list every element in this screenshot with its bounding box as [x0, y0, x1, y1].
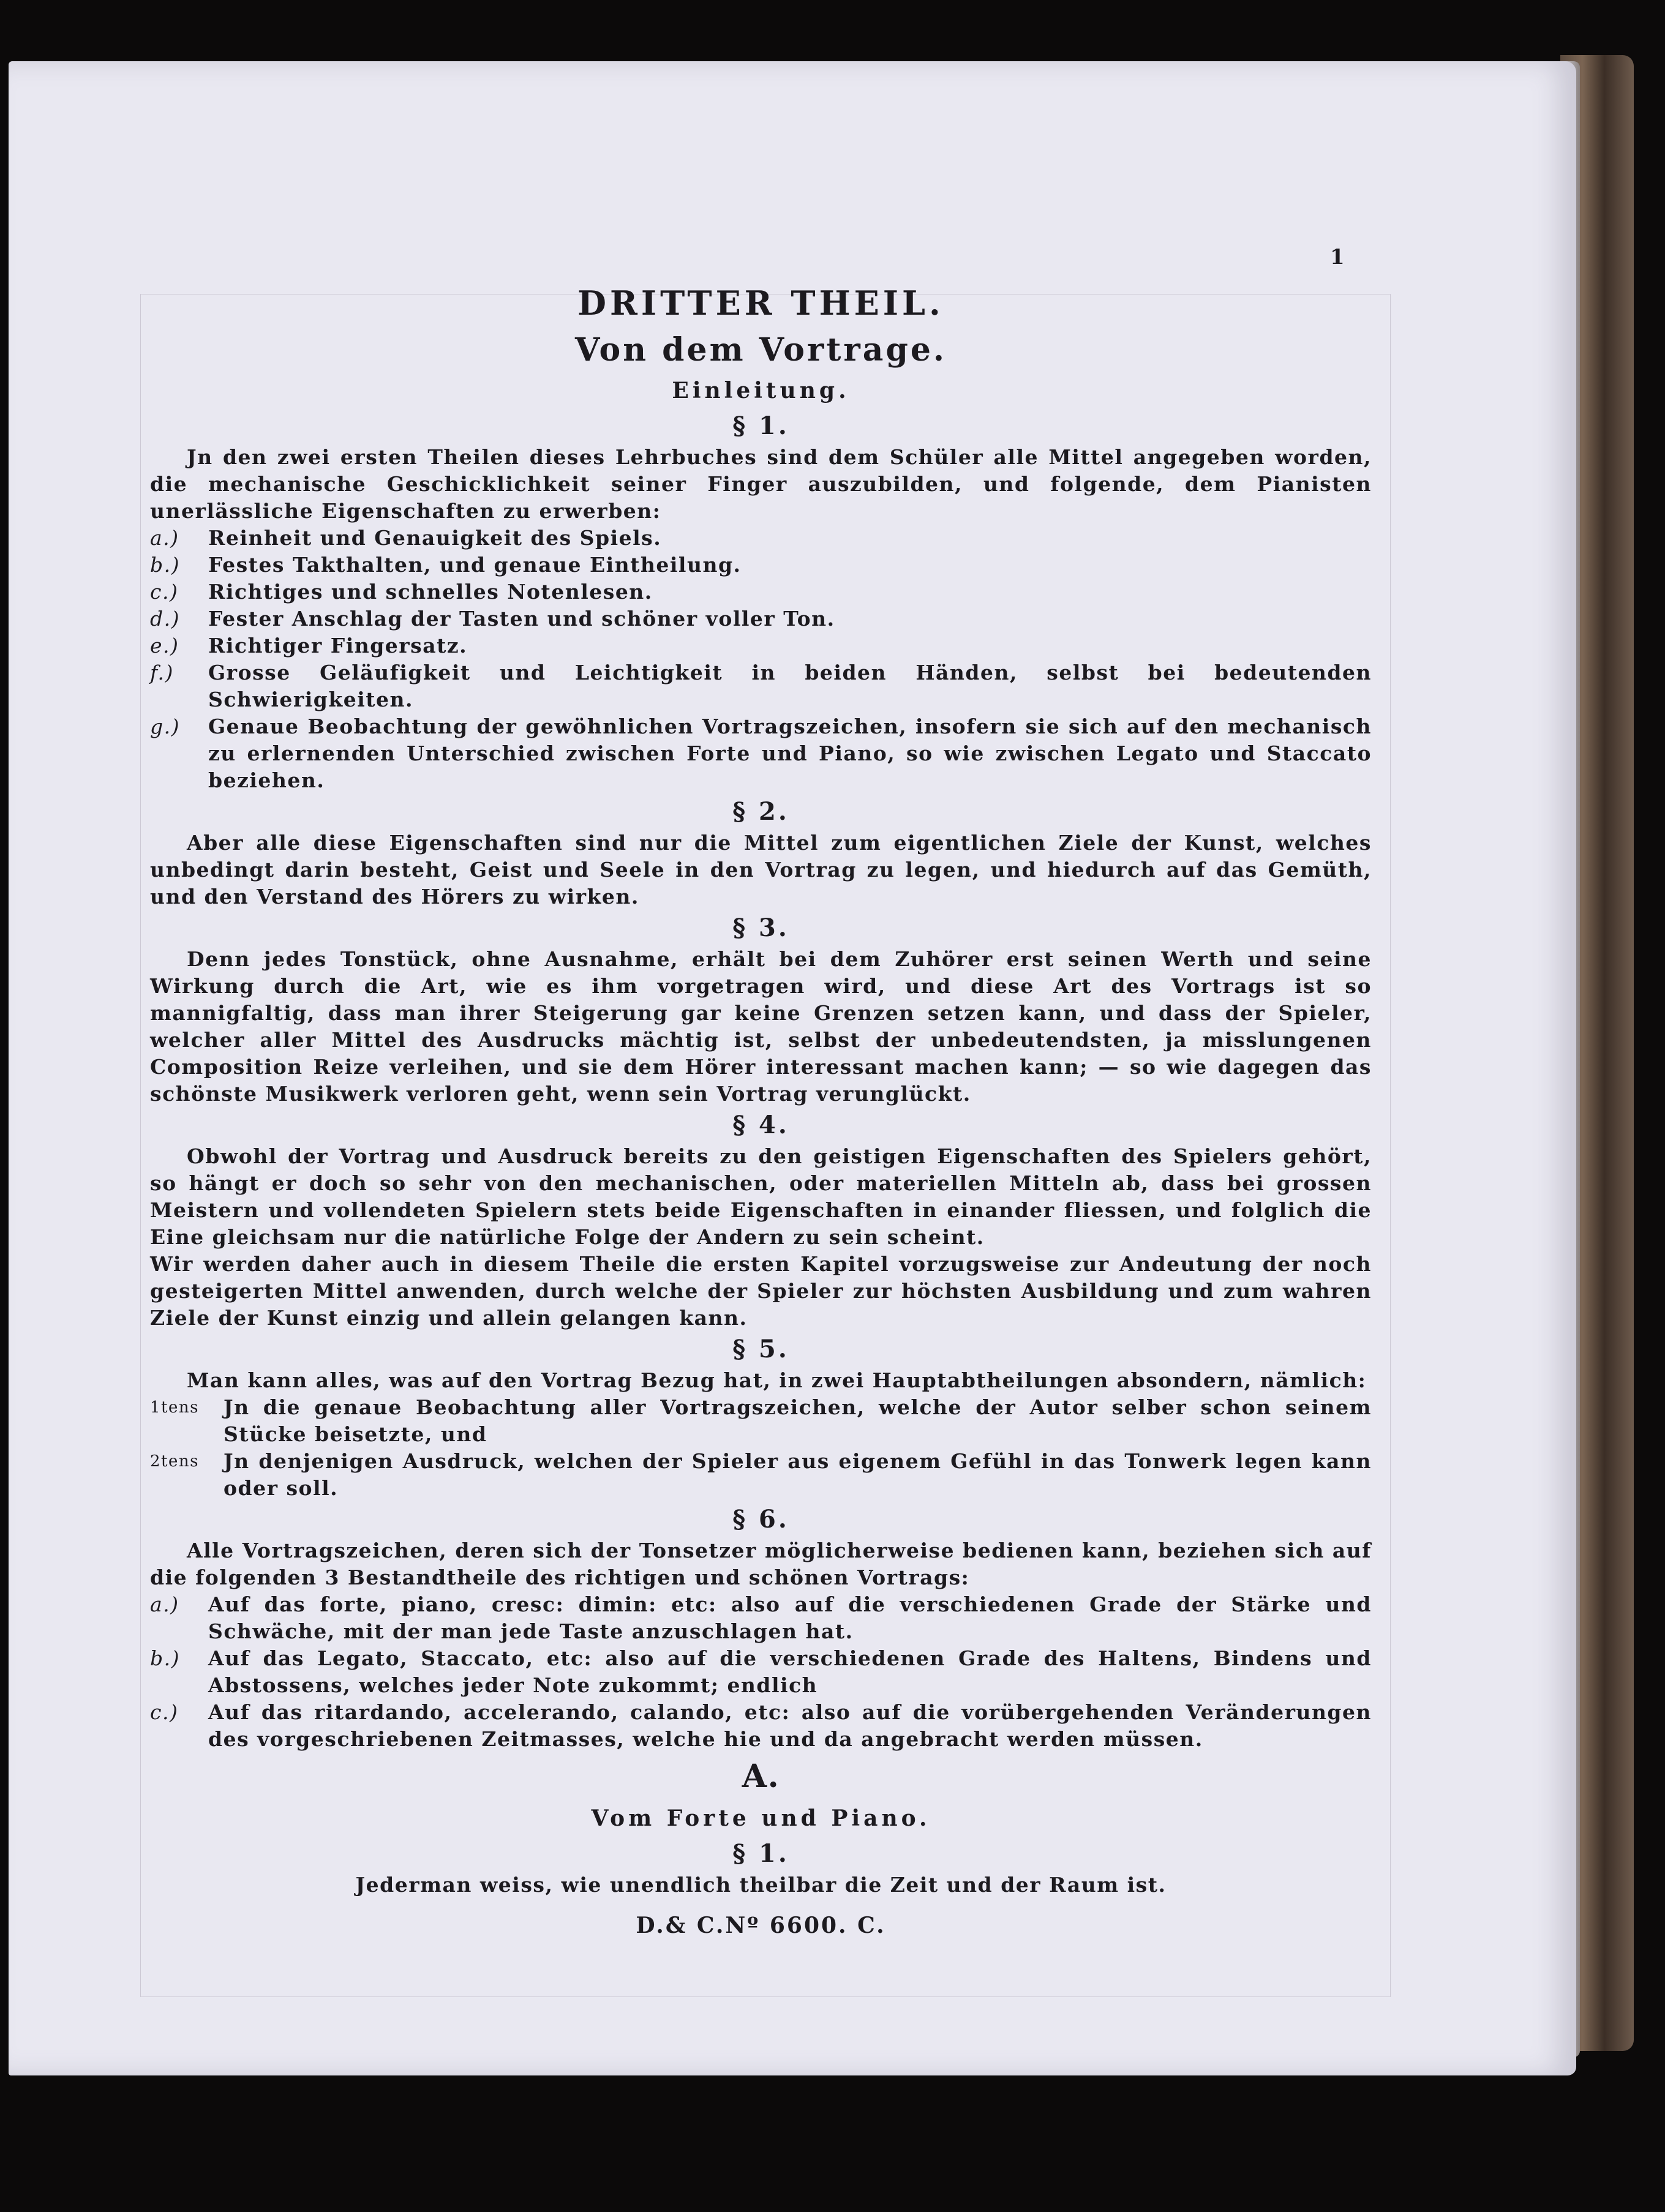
item-label: a.)	[150, 526, 179, 550]
list-item	[150, 1394, 1372, 1448]
list-item	[150, 1448, 1372, 1502]
item-text: Auf das forte, piano, cresc: dimin: etc: also auf die verschiedenen Grade der Stärke und Schwäche, mit der man jede Taste anzuschlagen hat.	[208, 1592, 1372, 1643]
list-item	[150, 552, 1372, 579]
part-a-label: A.	[742, 1758, 780, 1795]
list-item	[150, 632, 1372, 659]
part-subtitle: Von dem Vortrage.	[574, 331, 947, 369]
section-paragraph: Man kann alles, was auf den Vortrag Bezug hat, in zwei Hauptabtheilungen absondern, nämlich:	[187, 1368, 1367, 1392]
divisions-list	[150, 1394, 1372, 1502]
section-label: § 3.	[732, 913, 789, 942]
item-text: Festes Takthalten, und genaue Eintheilung.	[208, 553, 742, 577]
item-label: c.)	[150, 1700, 179, 1724]
item-label: e.)	[150, 634, 179, 658]
list-item	[150, 525, 1372, 552]
item-text: Auf das ritardando, accelerando, calando, etc: also auf die vorübergehenden Veränderungen des vorgeschriebenen Zeitmasses, welche hie und da angebracht werden müssen.	[208, 1700, 1372, 1751]
plate-number: D.& C.Nº 6600. C.	[636, 1913, 886, 1938]
list-item	[150, 659, 1372, 713]
item-label: c.)	[150, 580, 179, 604]
section-paragraph: Jederman weiss, wie unendlich theilbar die Zeit und der Raum ist.	[355, 1873, 1167, 1897]
item-label: a.)	[150, 1592, 179, 1616]
item-text: Jn denjenigen Ausdruck, welchen der Spieler aus eigenem Gefühl in das Tonwerk legen kann oder soll.	[224, 1449, 1372, 1500]
section-label: § 5.	[732, 1335, 789, 1363]
item-label: g.)	[150, 714, 180, 738]
item-text: Genaue Beobachtung der gewöhnlichen Vortragszeichen, insofern sie sich auf den mechanisch zu erlernenden Unterschied zwischen Forte und Piano, so wie zwischen Legato und Staccato beziehen.	[208, 714, 1372, 792]
section-label: § 1.	[732, 411, 789, 440]
item-label: b.)	[150, 1646, 180, 1670]
item-text: Richtiger Fingersatz.	[208, 634, 468, 658]
section-label: § 2.	[732, 797, 789, 826]
item-text: Fester Anschlag der Tasten und schöner voller Ton.	[208, 607, 835, 631]
list-item	[150, 605, 1372, 632]
item-text: Grosse Geläufigkeit und Leichtigkeit in beiden Händen, selbst bei bedeutenden Schwierigkeiten.	[208, 661, 1372, 711]
item-text: Auf das Legato, Staccato, etc: also auf die verschiedenen Grade des Haltens, Bindens und Abstossens, welches jeder Note zukommt; endlich	[208, 1646, 1372, 1697]
section-paragraph: Denn jedes Tonstück, ohne Ausnahme, erhält bei dem Zuhörer erst seinen Werth und seine Wirkung durch die Art, wie es ihm vorgetragen wird, und diese Art des Vortrags ist so mannigfaltig, dass man ihrer Steigerung gar keine Grenzen setzen kann, und dass der Spieler, welcher aller Mittel des Ausdrucks mächtig ist, selbst der unbedeutendsten, ja misslungenen Composition Reize verleihen, und sie dem Hörer interessant machen kann; — so wie dagegen das schönste Musikwerk verloren geht, wenn sein Vortrag verunglückt.	[150, 947, 1372, 1106]
requirements-list	[150, 525, 1372, 794]
part-title: DRITTER THEIL.	[577, 283, 944, 323]
item-text: Reinheit und Genauigkeit des Spiels.	[208, 526, 662, 550]
item-text: Richtiges und schnelles Notenlesen.	[208, 580, 653, 604]
section-paragraph: Obwohl der Vortrag und Ausdruck bereits zu den geistigen Eigenschaften des Spielers gehört, so hängt er doch so sehr von den mechanischen, oder materiellen Mitteln ab, dass bei grossen Meistern und vollendeten Spielern stets beide Eigenschaften in einander fliessen, und folglich die Eine gleichsam nur die natürliche Folge der Andern zu sein scheint.	[150, 1144, 1372, 1249]
section-label: § 6.	[732, 1505, 789, 1534]
item-label: 1tens	[150, 1398, 199, 1417]
section-paragraph: Wir werden daher auch in diesem Theile die ersten Kapitel vorzugsweise zur Andeutung der noch gesteigerten Mittel anwenden, durch welche der Spieler zur höchsten Ausbildung und zum wahren Ziele der Kunst einzig und allein gelangen kann.	[150, 1252, 1372, 1330]
list-item	[150, 1645, 1372, 1699]
section-paragraph: Jn den zwei ersten Theilen dieses Lehrbuches sind dem Schüler alle Mittel angegeben worden, die mechanische Geschicklichkeit seiner Finger auszubilden, und folgende, dem Pianisten unerlässliche Eigenschaften zu erwerben:	[150, 445, 1372, 523]
section-paragraph: Aber alle diese Eigenschaften sind nur die Mittel zum eigentlichen Ziele der Kunst, welches unbedingt darin besteht, Geist und Seele in den Vortrag zu legen, und hiedurch auf das Gemüth, und den Verstand des Hörers zu wirken.	[150, 831, 1372, 909]
list-item	[150, 1591, 1372, 1645]
item-label: b.)	[150, 553, 180, 577]
section-paragraph: Alle Vortragszeichen, deren sich der Tonsetzer möglicherweise bedienen kann, beziehen sich auf die folgenden 3 Bestandtheile des richtigen und schönen Vortrags:	[150, 1539, 1372, 1589]
item-label: 2tens	[150, 1452, 199, 1471]
list-item	[150, 1699, 1372, 1753]
page-content	[150, 279, 1372, 1945]
components-list	[150, 1591, 1372, 1753]
intro-heading: Einleitung.	[672, 378, 850, 403]
section-label: § 1.	[732, 1839, 789, 1868]
item-label: f.)	[150, 661, 174, 684]
item-label: d.)	[150, 607, 180, 631]
list-item	[150, 579, 1372, 605]
part-a-title: Vom Forte und Piano.	[591, 1805, 931, 1831]
page-number: 1	[1330, 245, 1345, 269]
list-item	[150, 713, 1372, 794]
section-label: § 4.	[732, 1111, 789, 1139]
item-text: Jn die genaue Beobachtung aller Vortragszeichen, welche der Autor selber schon seinem Stücke beisetzte, und	[224, 1395, 1372, 1446]
